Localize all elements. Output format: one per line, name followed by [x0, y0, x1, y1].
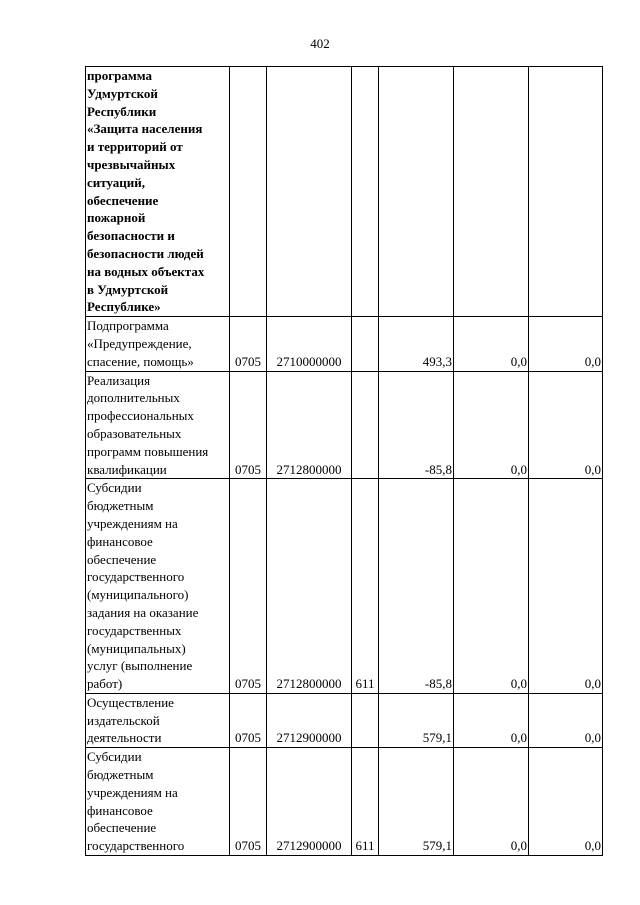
- section-cell: 0705: [230, 479, 267, 694]
- amount-1-cell: 579,1: [379, 693, 454, 747]
- target-code-cell: [267, 67, 352, 317]
- target-code-cell: 2712900000: [267, 748, 352, 856]
- expense-type-cell: [352, 317, 379, 371]
- amount-3-cell: [529, 67, 603, 317]
- amount-3-cell: 0,0: [529, 371, 603, 479]
- section-cell: 0705: [230, 317, 267, 371]
- row-name: Осуществление издательской деятельности: [86, 693, 230, 747]
- amount-2-cell: 0,0: [454, 371, 529, 479]
- amount-3-cell: 0,0: [529, 748, 603, 856]
- amount-2-cell: [454, 67, 529, 317]
- section-cell: [230, 67, 267, 317]
- table-row: [86, 317, 603, 371]
- amount-1-cell: 493,3: [379, 317, 454, 371]
- section-cell: 0705: [230, 371, 267, 479]
- amount-1-cell: 579,1: [379, 748, 454, 856]
- row-name: Субсидии бюджетным учреждениям на финансовое обеспечение государственного (муниципального) задания на оказание государственных (муниципальных) услуг (выполнение работ): [86, 479, 230, 694]
- expense-type-cell: 611: [352, 748, 379, 856]
- amount-1-cell: [379, 67, 454, 317]
- expense-type-cell: 611: [352, 479, 379, 694]
- budget-table: [85, 66, 603, 856]
- table-row: [86, 67, 603, 317]
- amount-2-cell: 0,0: [454, 479, 529, 694]
- table-row: [86, 479, 603, 694]
- expense-type-cell: [352, 371, 379, 479]
- table-row: [86, 693, 603, 747]
- section-cell: 0705: [230, 748, 267, 856]
- table-row: [86, 371, 603, 479]
- amount-1-cell: -85,8: [379, 371, 454, 479]
- row-name: Реализация дополнительных профессиональных образовательных программ повышения квалификации: [86, 371, 230, 479]
- section-cell: 0705: [230, 693, 267, 747]
- amount-2-cell: 0,0: [454, 748, 529, 856]
- target-code-cell: 2712800000: [267, 371, 352, 479]
- amount-2-cell: 0,0: [454, 317, 529, 371]
- page-number: 402: [310, 36, 330, 51]
- amount-3-cell: 0,0: [529, 317, 603, 371]
- target-code-cell: 2712800000: [267, 479, 352, 694]
- amount-3-cell: 0,0: [529, 693, 603, 747]
- table-row: [86, 748, 603, 856]
- amount-2-cell: 0,0: [454, 693, 529, 747]
- amount-3-cell: 0,0: [529, 479, 603, 694]
- expense-type-cell: [352, 67, 379, 317]
- row-name: Подпрограмма «Предупреждение, спасение, помощь»: [86, 317, 230, 371]
- row-name: Субсидии бюджетным учреждениям на финансовое обеспечение государственного: [86, 748, 230, 856]
- target-code-cell: 2712900000: [267, 693, 352, 747]
- amount-1-cell: -85,8: [379, 479, 454, 694]
- row-name: программа Удмуртской Республики «Защита населения и территорий от чрезвычайных ситуаций, обеспечение пожарной безопасности и безопасности людей на водных объектах в Удмуртской Республике»: [86, 67, 230, 317]
- target-code-cell: 2710000000: [267, 317, 352, 371]
- expense-type-cell: [352, 693, 379, 747]
